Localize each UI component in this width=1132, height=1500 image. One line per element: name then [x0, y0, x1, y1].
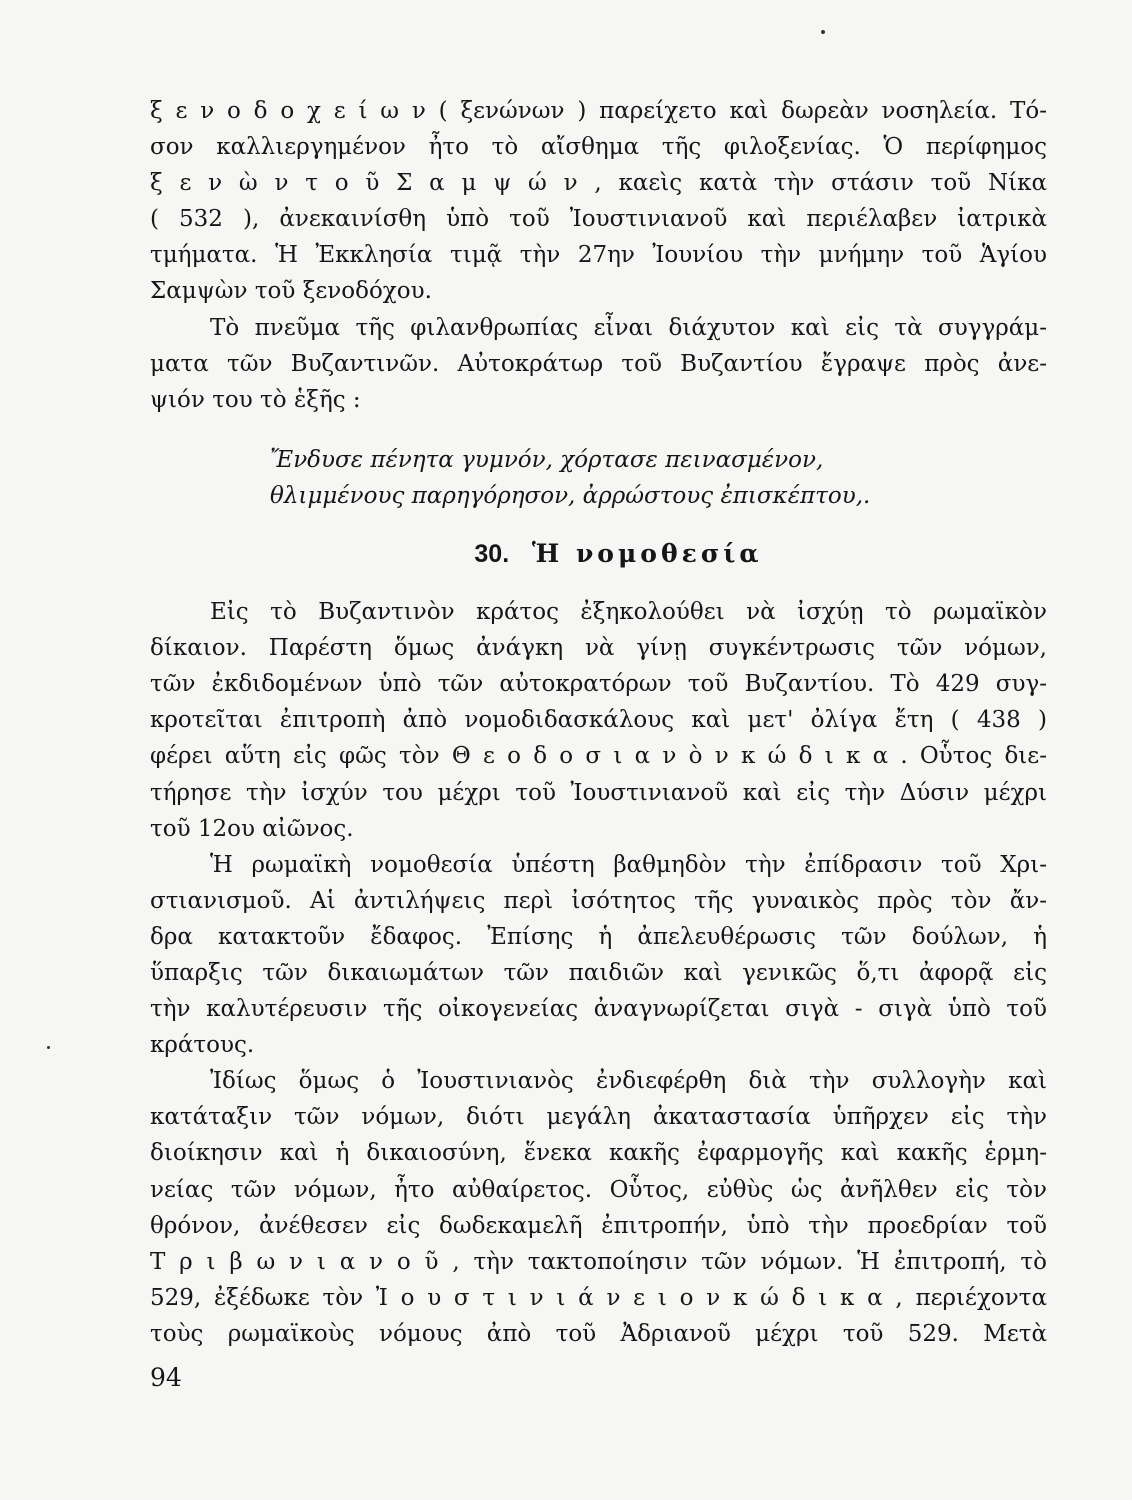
text-line: ξ ε ν ο δ ο χ ε ί ω ν ( ξενώνων ) παρείχετο καὶ δωρεὰν νοσηλεία. Τό-: [150, 98, 1047, 124]
print-speck: [47, 1046, 50, 1049]
text-line: τὴν καλυτέρευσιν τῆς οἰκογενείας ἀναγνωρίζεται σιγὰ - σιγὰ ὑπὸ τοῦ: [150, 996, 1047, 1023]
section-number: 30.: [474, 540, 510, 569]
text-line: Εἰς τὸ Βυζαντινὸν κράτος ἐξηκολούθει νὰ ἰσχύῃ τὸ ρωμαϊκὸν: [210, 599, 1047, 626]
spacer: [150, 418, 1047, 442]
spacer: [150, 514, 1047, 526]
verse-line: θλιμμένους παρηγόρησον, ἀρρώστους ἐπισκέπτου,.: [270, 482, 871, 509]
text-line: κροτεῖται ἐπιτροπὴ ἀπὸ νομοδιδασκάλους καὶ μετ' ὀλίγα ἔτη ( 438 ): [150, 707, 1047, 734]
text-line: τμήματα. Ἡ Ἐκκλησία τιμᾷ τὴν 27ην Ἰουνίου τὴν μνήμην τοῦ Ἁγίου: [150, 242, 1047, 269]
print-speck: [821, 30, 825, 34]
body-text: [150, 93, 1047, 1352]
text-line: Σαμψὼν τοῦ ξενοδόχου.: [150, 278, 432, 305]
text-line: σον καλλιεργημένον ἦτο τὸ αἴσθημα τῆς φιλοξενίας. Ὁ περίφημος: [150, 134, 1047, 161]
text-line: δίκαιον. Παρέστη ὅμως ἀνάγκη νὰ γίνῃ συγκέντρωσις τῶν νόμων,: [150, 635, 1047, 662]
verse-line: Ἔνδυσε πένητα γυμνόν, χόρτασε πεινασμένον,: [270, 446, 824, 473]
text-line: νείας τῶν νόμων, ἦτο αὐθαίρετος. Οὗτος, εὐθὺς ὡς ἀνῆλθεν εἰς τὸν: [150, 1176, 1047, 1203]
text-line: τήρησε τὴν ἰσχύν του μέχρι τοῦ Ἰουστινιανοῦ καὶ εἰς τὴν Δύσιν μέχρι: [150, 779, 1047, 806]
text-line: τοῦ 12ου αἰῶνος.: [150, 815, 354, 842]
text-line: κράτους.: [150, 1032, 255, 1059]
text-line: Τ ρ ι β ω ν ι α ν ο ῦ , τὴν τακτοποίησιν τῶν νόμων. Ἡ ἐπιτροπή, τὸ: [150, 1248, 1047, 1275]
page-number: 94: [150, 1363, 182, 1392]
text-line: τῶν ἐκδιδομένων ὑπὸ τῶν αὐτοκρατόρων τοῦ Βυζαντίου. Τὸ 429 συγ-: [150, 671, 1047, 698]
text-line: ξ ε ν ὼ ν τ ο ῦ Σ α μ ψ ώ ν , καεὶς κατὰ τὴν στάσιν τοῦ Νίκα: [150, 170, 1047, 197]
section-heading: [150, 526, 1047, 582]
text-line: κατάταξιν τῶν νόμων, διότι μεγάλη ἀκαταστασία ὑπῆρχεν εἰς τὴν: [150, 1104, 1047, 1131]
text-line: Ἰδίως ὅμως ὁ Ἰουστινιανὸς ἐνδιεφέρθη διὰ τὴν συλλογὴν καὶ: [210, 1068, 1047, 1095]
text-line: ψιόν του τὸ ἑξῆς :: [150, 386, 361, 413]
section-title: Ἡ νομοθεσία: [531, 539, 763, 569]
text-line: στιανισμοῦ. Αἱ ἀντιλήψεις περὶ ἰσότητος τῆς γυναικὸς πρὸς τὸν ἄν-: [150, 887, 1047, 914]
text-line: ( 532 ), ἀνεκαινίσθη ὑπὸ τοῦ Ἰουστινιανοῦ καὶ περιέλαβεν ἰατρικὰ: [150, 206, 1047, 233]
text-line: φέρει αὕτη εἰς φῶς τὸν Θ ε ο δ ο σ ι α ν ὸ ν κ ώ δ ι κ α . Οὗτος διε-: [150, 743, 1047, 770]
text-line: ὕπαρξις τῶν δικαιωμάτων τῶν παιδιῶν καὶ γενικῶς ὅ,τι ἀφορᾷ εἰς: [150, 959, 1047, 986]
text-line: Τὸ πνεῦμα τῆς φιλανθρωπίας εἶναι διάχυτον καὶ εἰς τὰ συγγράμ-: [210, 314, 1047, 341]
text-line: 529, ἐξέδωκε τὸν Ἰ ο υ σ τ ι ν ι ά ν ε ι ο ν κ ώ δ ι κ α , περιέχοντα: [150, 1284, 1047, 1311]
text-line: τοὺς ρωμαϊκοὺς νόμους ἀπὸ τοῦ Ἀδριανοῦ μέχρι τοῦ 529. Μετὰ: [150, 1320, 1047, 1347]
spacer: [150, 582, 1047, 594]
text-line: θρόνον, ἀνέθεσεν εἰς δωδεκαμελῆ ἐπιτροπήν, ὑπὸ τὴν προεδρίαν τοῦ: [150, 1212, 1047, 1239]
text-line: Ἡ ρωμαϊκὴ νομοθεσία ὑπέστη βαθμηδὸν τὴν ἐπίδρασιν τοῦ Χρι-: [210, 851, 1047, 878]
text-line: ματα τῶν Βυζαντινῶν. Αὐτοκράτωρ τοῦ Βυζαντίου ἔγραψε πρὸς ἀνε-: [150, 350, 1047, 377]
text-line: δρα κατακτοῦν ἔδαφος. Ἐπίσης ἡ ἀπελευθέρωσις τῶν δούλων, ἡ: [150, 923, 1047, 950]
text-line: διοίκησιν καὶ ἡ δικαιοσύνη, ἕνεκα κακῆς ἐφαρμογῆς καὶ κακῆς ἑρμη-: [150, 1140, 1047, 1167]
